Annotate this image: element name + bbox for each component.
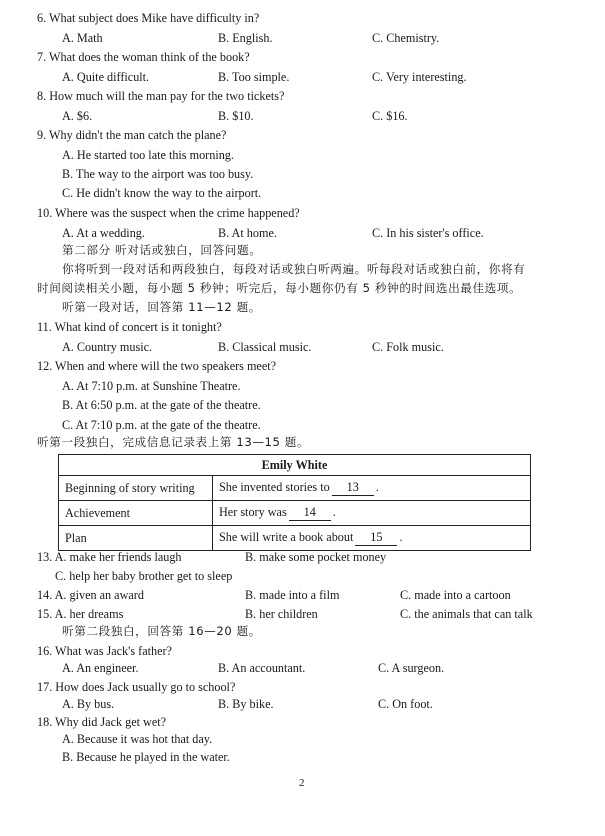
option-6c: C. Chemistry. — [372, 31, 440, 45]
row-text: Her story was — [219, 505, 287, 519]
part2-heading: 第二部分 听对话或独白，回答问题。 — [62, 243, 262, 257]
option-10b: B. At home. — [218, 226, 277, 240]
option-15c: C. the animals that can talk — [400, 607, 533, 621]
option-8c: C. $16. — [372, 109, 408, 123]
option-8a: A. $6. — [62, 109, 93, 123]
question-9: 9. Why didn't the man catch the plane? — [37, 128, 227, 142]
option-14a: 14. A. given an award — [37, 588, 144, 602]
option-9c: C. He didn't know the way to the airport. — [62, 186, 262, 200]
option-15a: 15. A. her dreams — [37, 607, 124, 621]
option-7b: B. Too simple. — [218, 70, 290, 84]
blank-14: 14 — [289, 505, 331, 521]
row-content — [213, 526, 531, 551]
question-16: 16. What was Jack's father? — [37, 644, 172, 658]
table-row — [59, 501, 531, 526]
question-17: 17. How does Jack usually go to school? — [37, 680, 236, 694]
part2-instruction-line2: 时间阅读相关小题，每小题 5 秒钟；听完后，每小题你仍有 5 秒钟的时间选出最佳选项。 — [37, 281, 522, 295]
option-13c: C. help her baby brother get to sleep — [55, 569, 233, 583]
row-label: Beginning of story writing — [59, 476, 213, 501]
option-14b: B. made into a film — [245, 588, 340, 602]
option-17c: C. On foot. — [378, 697, 433, 711]
option-11b: B. Classical music. — [218, 340, 312, 354]
option-16c: C. A surgeon. — [378, 661, 445, 675]
question-12: 12. When and where will the two speakers meet? — [37, 359, 277, 373]
row-text: She invented stories to — [219, 480, 330, 494]
row-content — [213, 476, 531, 501]
option-14c: C. made into a cartoon — [400, 588, 511, 602]
option-16a: A. An engineer. — [62, 661, 139, 675]
option-9a: A. He started too late this morning. — [62, 148, 234, 162]
question-18: 18. Why did Jack get wet? — [37, 715, 167, 729]
row-text: She will write a book about — [219, 530, 354, 544]
page-number: 2 — [299, 777, 305, 789]
option-11a: A. Country music. — [62, 340, 153, 354]
option-9b: B. The way to the airport was too busy. — [62, 167, 254, 181]
question-8: 8. How much will the man pay for the two tickets? — [37, 89, 285, 103]
option-10a: A. At a wedding. — [62, 226, 145, 240]
table-title-row — [59, 455, 531, 476]
option-12c: C. At 7:10 p.m. at the gate of the theatre. — [62, 418, 261, 432]
question-7: 7. What does the woman think of the book? — [37, 50, 250, 64]
option-17a: A. By bus. — [62, 697, 115, 711]
monologue1-instruction: 听第一段独白，完成信息记录表上第 13—15 题。 — [37, 435, 310, 449]
monologue2-instruction: 听第二段独白，回答第 16—20 题。 — [62, 624, 261, 638]
row-content — [213, 501, 531, 526]
table-row — [59, 476, 531, 501]
option-8b: B. $10. — [218, 109, 254, 123]
option-7c: C. Very interesting. — [372, 70, 467, 84]
row-end: . — [399, 530, 403, 544]
option-7a: A. Quite difficult. — [62, 70, 150, 84]
option-11c: C. Folk music. — [372, 340, 444, 354]
part2-instruction-line1: 你将听到一段对话和两段独白，每段对话或独白听两遍。听每段对话或独白前，你将有 — [62, 262, 526, 276]
row-end: . — [332, 505, 336, 519]
option-13b: B. make some pocket money — [245, 550, 387, 564]
row-end: . — [375, 480, 379, 494]
row-label: Achievement — [59, 501, 213, 526]
option-10c: C. In his sister's office. — [372, 226, 484, 240]
question-10: 10. Where was the suspect when the crime happened? — [37, 206, 300, 220]
row-label: Plan — [59, 526, 213, 551]
table-title: Emily White — [59, 455, 531, 476]
question-6: 6. What subject does Mike have difficulty in? — [37, 11, 260, 25]
option-6b: B. English. — [218, 31, 273, 45]
question-11: 11. What kind of concert is it tonight? — [37, 320, 222, 334]
option-18b: B. Because he played in the water. — [62, 750, 230, 764]
option-12a: A. At 7:10 p.m. at Sunshine Theatre. — [62, 379, 241, 393]
option-16b: B. An accountant. — [218, 661, 306, 675]
blank-15: 15 — [355, 530, 397, 546]
info-record-table — [58, 454, 531, 551]
option-6a: A. Math — [62, 31, 103, 45]
table-row — [59, 526, 531, 551]
blank-13: 13 — [332, 480, 374, 496]
option-17b: B. By bike. — [218, 697, 274, 711]
option-13a: 13. A. make her friends laugh — [37, 550, 182, 564]
option-12b: B. At 6:50 p.m. at the gate of the theatre. — [62, 398, 261, 412]
dialogue-instruction: 听第一段对话，回答第 11—12 题。 — [62, 300, 261, 314]
option-18a: A. Because it was hot that day. — [62, 732, 213, 746]
option-15b: B. her children — [245, 607, 318, 621]
